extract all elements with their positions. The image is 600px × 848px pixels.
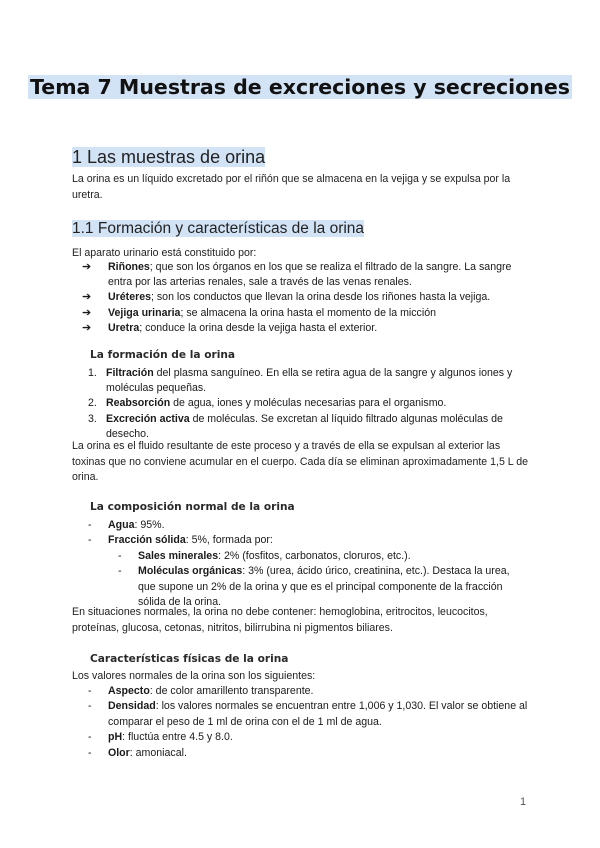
formation-summary: La orina es el fluido resultante de este proceso y a través de ella se expulsan al exterior las toxinas que no conviene acumular en el cuerpo. Cada día se eliminan aproximadamente 1,5 L de orina. bbox=[72, 440, 529, 483]
solid-fraction-list bbox=[108, 549, 530, 611]
section-1-intro: La orina es un líquido excretado por el riñón que se almacena en la vejiga y se expulsa por la uretra. bbox=[72, 173, 511, 201]
list-item: - Olor: amoniacal. bbox=[88, 746, 187, 759]
list-item: - Aspecto: de color amarillento transparente. bbox=[88, 685, 314, 697]
list-item: ➔ Uréteres; son los conductos que llevan la orina desde los riñones hasta la vejiga. bbox=[82, 291, 491, 304]
list-item: 2. Reabsorción de agua, iones y moléculas necesarias para el organismo. bbox=[88, 397, 447, 410]
urinary-system-intro: El aparato urinario está constituido por: bbox=[72, 247, 257, 259]
list-item: 1. Filtración del plasma sanguíneo. En ella se retira agua de la sangre y algunos iones y moléculas pequeñas. bbox=[88, 367, 513, 395]
section-heading-1-1: 1.1 Formación y características de la orina bbox=[72, 220, 365, 237]
list-item: ➔ Uretra; conduce la orina desde la vejiga hasta el exterior. bbox=[82, 321, 378, 334]
list-item: - Sales minerales: 2% (fosfitos, carbonatos, cloruros, etc.). bbox=[118, 549, 411, 562]
physical-list bbox=[88, 684, 530, 761]
physical-intro: Los valores normales de la orina son los siguientes: bbox=[72, 670, 316, 682]
list-item: - Agua: 95%. bbox=[88, 519, 165, 531]
list-item: 3. Excreción activa de moléculas. Se excretan al líquido filtrado algunas moléculas de desecho. bbox=[88, 412, 503, 440]
list-item: - Fracción sólida: 5%, formada por: - Sales minerales: 2% (fosfitos, carbonatos, cloruros, etc.). - Moléculas orgánicas: 3% (urea, ácido úrico, creatinina, etc.). Destaca la urea, que supone un 2% de la orina y que es el principal componente de la fracción sólida de la orina. bbox=[88, 533, 530, 610]
list-item: - Moléculas orgánicas: 3% (urea, ácido úrico, creatinina, etc.). Destaca la urea, que supone un 2% de la orina y que es el principal componente de la fracción sólida de la orina. bbox=[118, 565, 510, 609]
formation-steps bbox=[88, 366, 530, 442]
section-heading-1: 1 Las muestras de orina bbox=[72, 147, 266, 167]
formation-heading: La formación de la orina bbox=[90, 349, 236, 361]
title-block bbox=[0, 72, 600, 102]
list-item: - Densidad: los valores normales se encuentran entre 1,006 y 1,030. El valor se obtiene al comparar el peso de 1 ml de orina con el de 1 ml de agua. bbox=[88, 700, 528, 728]
composition-list bbox=[88, 518, 530, 610]
list-item: - pH: fluctúa entre 4.5 y 8.0. bbox=[88, 731, 233, 744]
abnormal-components: En situaciones normales, la orina no debe contener: hemoglobina, eritrocitos, leucocitos, proteínas, glucosa, cetonas, nitritos, bilirrubina ni pigmentos biliares. bbox=[72, 606, 488, 634]
composition-heading: La composición normal de la orina bbox=[90, 501, 295, 513]
list-item: ➔ Vejiga urinaria; se almacena la orina hasta el momento de la micción bbox=[82, 306, 436, 319]
organ-list bbox=[80, 260, 530, 336]
list-item: ➔ Riñones; que son los órganos en los que se realiza el filtrado de la sangre. La sangre entra por las arterias renales, sale a través de las venas renales. bbox=[82, 261, 512, 289]
physical-heading: Características físicas de la orina bbox=[90, 653, 289, 665]
page-number: 1 bbox=[520, 796, 527, 808]
page-title: Tema 7 Muestras de excreciones y secreciones bbox=[30, 75, 570, 99]
